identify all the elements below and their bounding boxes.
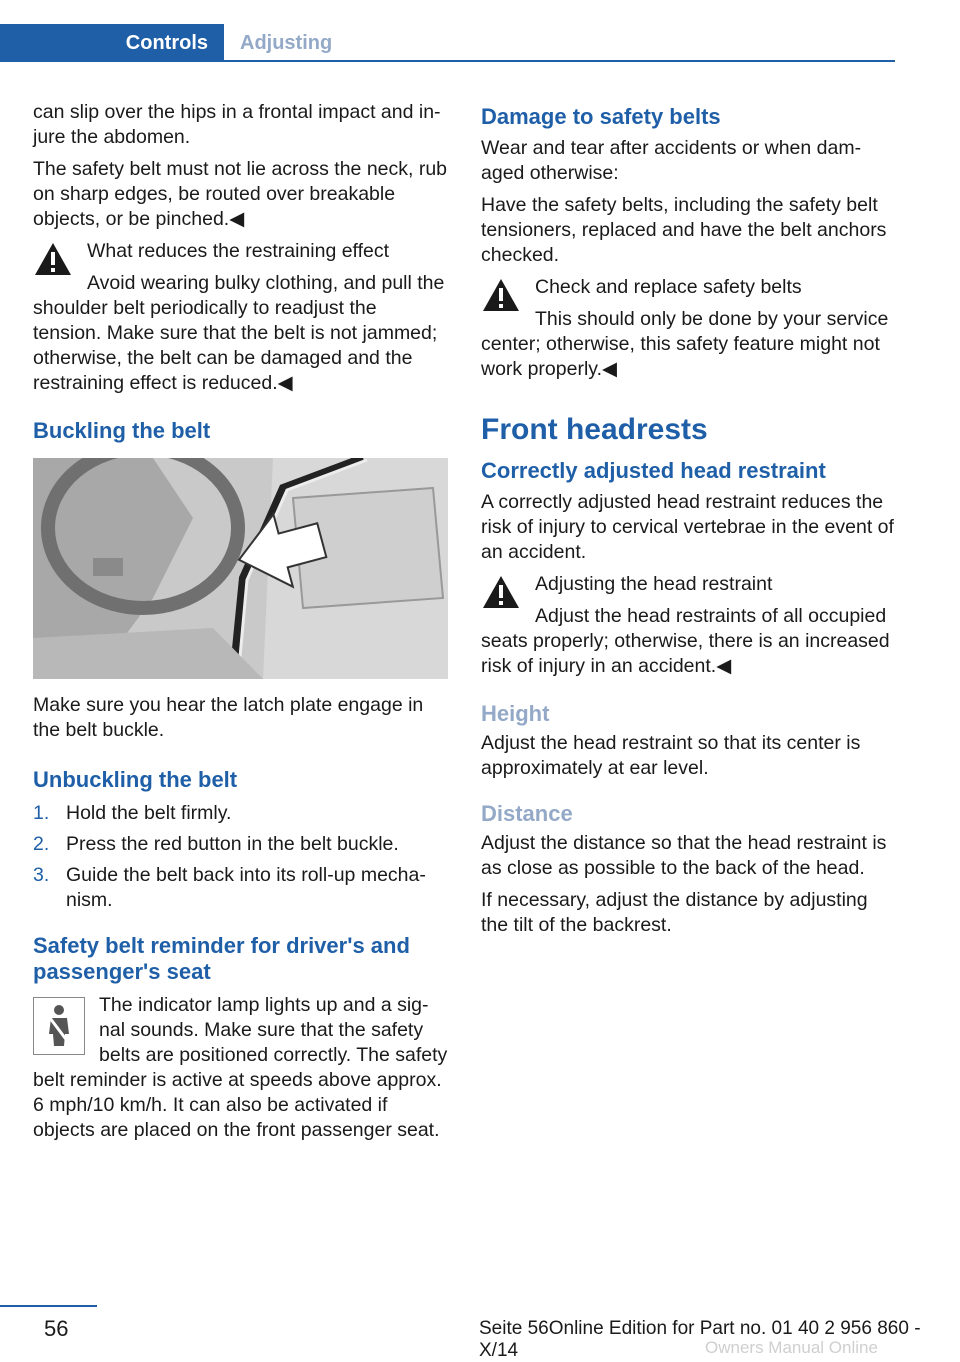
list-item: 1. Hold the belt firmly. [33,802,232,824]
paragraph: Have the safety belts, including the safety belt tensioners, replaced and have the belt anchors checked. [481,194,887,266]
list-item: 3. Guide the belt back into its roll-up mecha‐nism. [33,864,426,911]
warning-title: What reduces the restraining effect [87,240,390,262]
warning-triangle-icon [33,241,73,277]
warning-block [481,275,897,382]
right-column [481,100,897,945]
warning-body: Avoid wearing bulky clothing, and pull the shoulder belt periodically to readjust the tension. Make sure that the belt is not jammed; otherwise, the belt can be damaged and the restraining effect is reduced.◀ [33,272,445,394]
paragraph-latch: Make sure you hear the latch plate engage in the belt buckle. [33,694,424,741]
paragraph: A correctly adjusted head restraint reduces the risk of injury to cervical vertebrae in the event of an accident. [481,491,894,563]
unbuckling-steps [33,801,448,913]
heading-height: Height [481,701,550,726]
warning-title: Check and replace safety belts [535,276,802,298]
seat-belt-illustration [33,458,448,679]
heading-distance: Distance [481,801,573,826]
paragraph-reminder: The indicator lamp lights up and a sig‐nal sounds. Make sure that the safety belts are positioned correctly. The safety belt reminder is active at speeds above approx. 6 mph/10 km/h. It can also be activated if objects are placed on the front passenger seat. [33,994,448,1141]
reminder-block [33,993,448,1143]
heading-front-headrests: Front headrests [481,413,708,446]
header-rule [0,60,895,62]
edition-note: Seite 56Online Edition for Part no. 01 40 2 956 860 - X/14 [479,1318,921,1361]
heading-unbuckling: Unbuckling the belt [33,767,238,792]
seatbelt-reminder-icon [33,997,85,1055]
warning-block [33,239,448,396]
warning-triangle-icon [481,574,521,610]
tab-controls: Controls [0,24,224,62]
list-item: 2. Press the red button in the belt buckle. [33,833,399,855]
seat-belt-photo [33,458,448,679]
paragraph: Adjust the head restraint so that its center is approximately at ear level. [481,732,861,779]
warning-block [481,572,897,679]
warning-triangle-icon [481,277,521,313]
paragraph: can slip over the hips in a frontal impact and in‐jure the abdomen. [33,101,441,148]
footer-rule [0,1305,97,1307]
watermark: Owners Manual Online [705,1338,878,1357]
tab-adjusting: Adjusting [240,31,333,54]
page-number: 56 [44,1316,69,1341]
heading-damage: Damage to safety belts [481,104,721,129]
paragraph: Wear and tear after accidents or when dam‐aged otherwise: [481,137,862,184]
heading-reminder: Safety belt reminder for driver's and passenger's seat [33,933,410,984]
paragraph: Adjust the distance so that the head restraint is as close as possible to the back of the head. [481,832,887,879]
heading-buckling: Buckling the belt [33,418,211,443]
warning-body: This should only be done by your service center; otherwise, this safety feature might not work properly.◀ [481,308,889,380]
warning-title: Adjusting the head restraint [535,573,773,595]
heading-correctly-adjusted: Correctly adjusted head restraint [481,458,826,483]
paragraph: The safety belt must not lie across the neck, rub on sharp edges, be routed over breakable objects, or be pinched.◀ [33,158,448,230]
left-column [33,100,448,1150]
paragraph: If necessary, adjust the distance by adjusting the tilt of the backrest. [481,889,868,936]
warning-body: Adjust the head restraints of all occupied seats properly; otherwise, there is an increased risk of injury in an accident.◀ [481,605,890,677]
